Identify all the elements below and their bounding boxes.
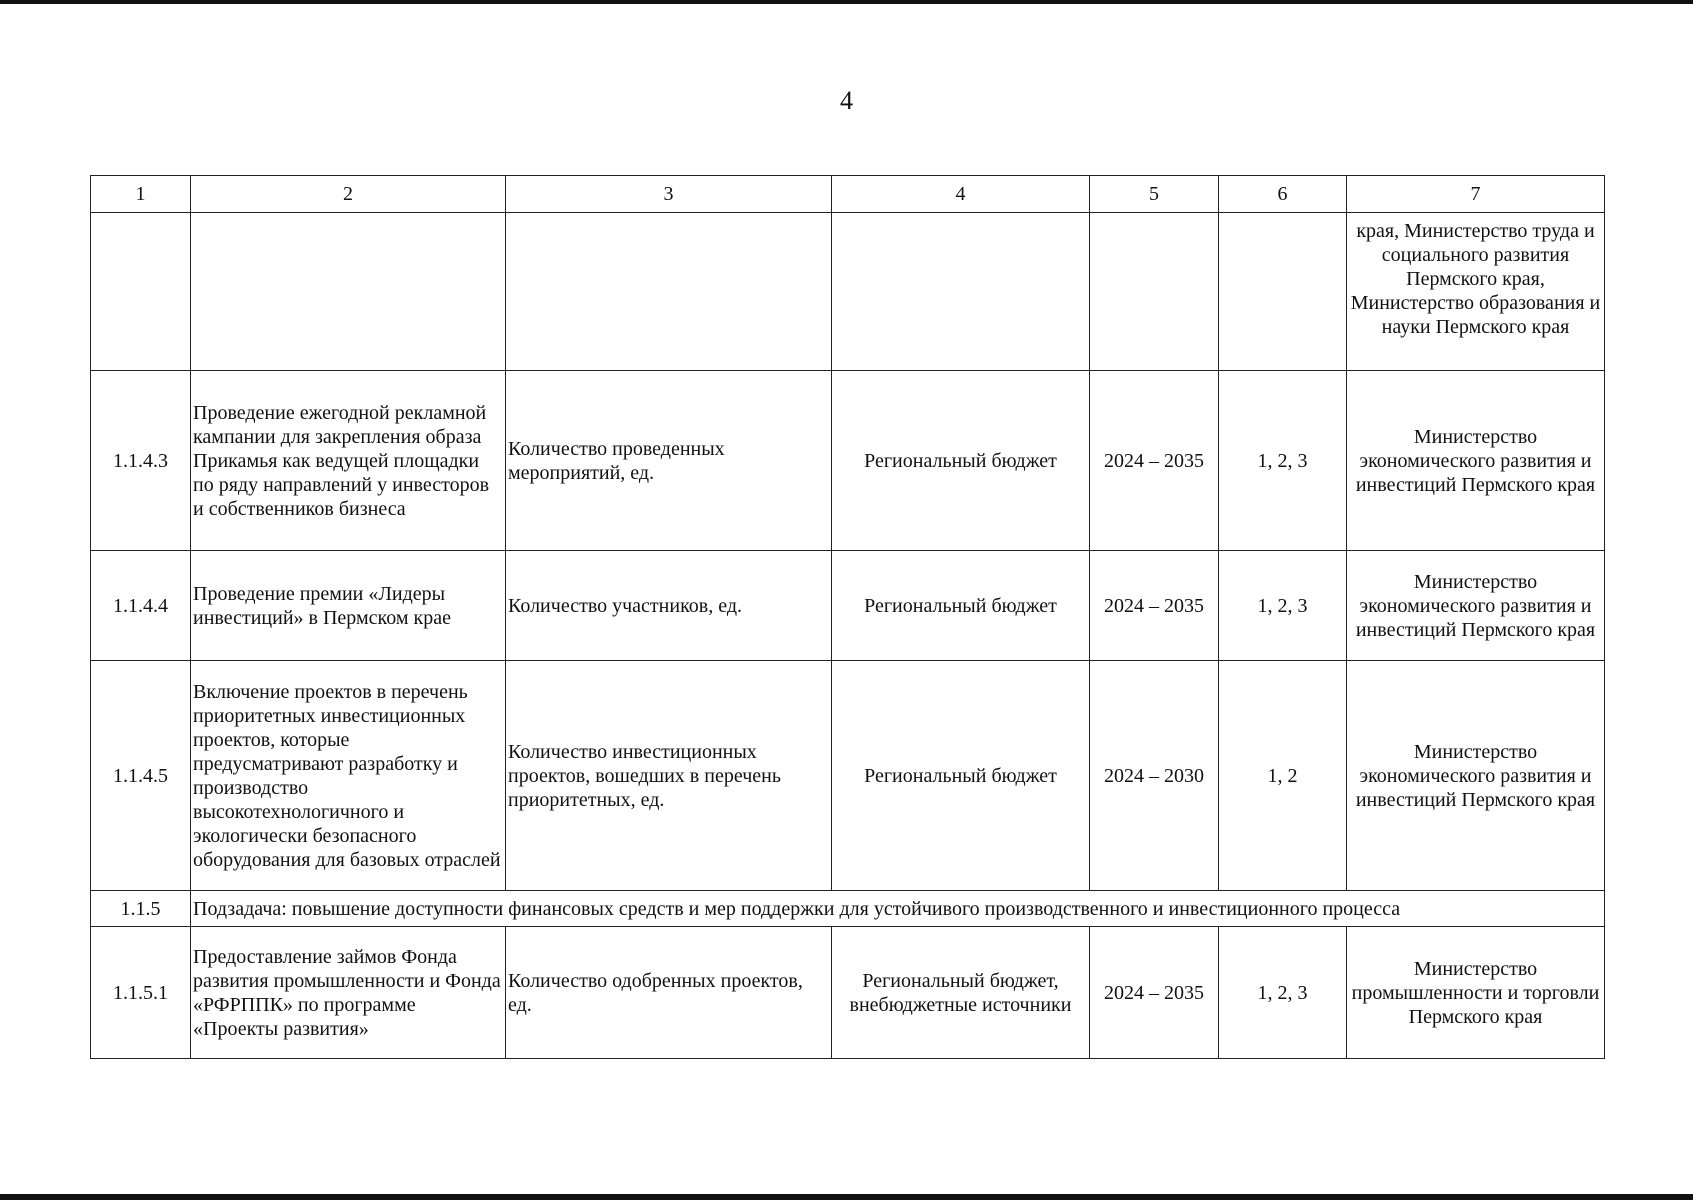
row-source: Региональный бюджет, внебюджетные источники bbox=[832, 927, 1090, 1059]
table-row bbox=[91, 213, 1605, 371]
row-number bbox=[91, 213, 191, 371]
col-header-7: 7 bbox=[1347, 176, 1605, 213]
scan-border-bottom bbox=[0, 1194, 1693, 1200]
row-executor: Министерство экономического развития и инвестиций Пермского края bbox=[1347, 551, 1605, 661]
row-indicator: Количество участников, ед. bbox=[506, 551, 832, 661]
row-indicator bbox=[506, 213, 832, 371]
row-executor: края, Министерство труда и социального развития Пермского края, Министерство образования и науки Пермского края bbox=[1347, 213, 1605, 371]
row-number: 1.1.4.5 bbox=[91, 661, 191, 891]
col-header-1: 1 bbox=[91, 176, 191, 213]
table-row bbox=[91, 371, 1605, 551]
subtask-number: 1.1.5 bbox=[91, 891, 191, 927]
row-source: Региональный бюджет bbox=[832, 371, 1090, 551]
col-header-5: 5 bbox=[1090, 176, 1219, 213]
row-indicator: Количество проведенных мероприятий, ед. bbox=[506, 371, 832, 551]
row-tasks: 1, 2, 3 bbox=[1219, 371, 1347, 551]
page-number: 4 bbox=[840, 86, 853, 115]
col-header-2: 2 bbox=[191, 176, 506, 213]
row-period: 2024 – 2035 bbox=[1090, 551, 1219, 661]
row-event: Проведение ежегодной рекламной кампании для закрепления образа Прикамья как ведущей площадки по ряду направлений у инвесторов и собственников бизнеса bbox=[191, 371, 506, 551]
col-header-6: 6 bbox=[1219, 176, 1347, 213]
row-period bbox=[1090, 213, 1219, 371]
row-executor: Министерство экономического развития и инвестиций Пермского края bbox=[1347, 661, 1605, 891]
table-row bbox=[91, 927, 1605, 1059]
table-row bbox=[91, 661, 1605, 891]
subtask-row bbox=[91, 891, 1605, 927]
row-source bbox=[832, 213, 1090, 371]
row-tasks bbox=[1219, 213, 1347, 371]
row-number: 1.1.4.3 bbox=[91, 371, 191, 551]
row-tasks: 1, 2 bbox=[1219, 661, 1347, 891]
row-source: Региональный бюджет bbox=[832, 551, 1090, 661]
row-executor: Министерство промышленности и торговли Пермского края bbox=[1347, 927, 1605, 1059]
row-indicator: Количество одобренных проектов, ед. bbox=[506, 927, 832, 1059]
row-number: 1.1.5.1 bbox=[91, 927, 191, 1059]
scan-border-top bbox=[0, 0, 1693, 4]
col-header-4: 4 bbox=[832, 176, 1090, 213]
row-period: 2024 – 2030 bbox=[1090, 661, 1219, 891]
table-row bbox=[91, 551, 1605, 661]
row-event: Предоставление займов Фонда развития промышленности и Фонда «РФРППК» по программе «Проекты развития» bbox=[191, 927, 506, 1059]
row-executor: Министерство экономического развития и инвестиций Пермского края bbox=[1347, 371, 1605, 551]
row-event: Включение проектов в перечень приоритетных инвестиционных проектов, которые предусматривают разработку и производство высокотехнологичного и экологически безопасного оборудования для базовых отраслей bbox=[191, 661, 506, 891]
row-number: 1.1.4.4 bbox=[91, 551, 191, 661]
plan-table bbox=[90, 175, 1605, 1059]
column-number-header bbox=[91, 176, 1605, 213]
row-period: 2024 – 2035 bbox=[1090, 371, 1219, 551]
row-event bbox=[191, 213, 506, 371]
col-header-3: 3 bbox=[506, 176, 832, 213]
row-tasks: 1, 2, 3 bbox=[1219, 927, 1347, 1059]
row-period: 2024 – 2035 bbox=[1090, 927, 1219, 1059]
row-event: Проведение премии «Лидеры инвестиций» в Пермском крае bbox=[191, 551, 506, 661]
row-tasks: 1, 2, 3 bbox=[1219, 551, 1347, 661]
row-indicator: Количество инвестиционных проектов, вошедших в перечень приоритетных, ед. bbox=[506, 661, 832, 891]
row-source: Региональный бюджет bbox=[832, 661, 1090, 891]
subtask-text: Подзадача: повышение доступности финансовых средств и мер поддержки для устойчивого производственного и инвестиционного процесса bbox=[191, 891, 1605, 927]
